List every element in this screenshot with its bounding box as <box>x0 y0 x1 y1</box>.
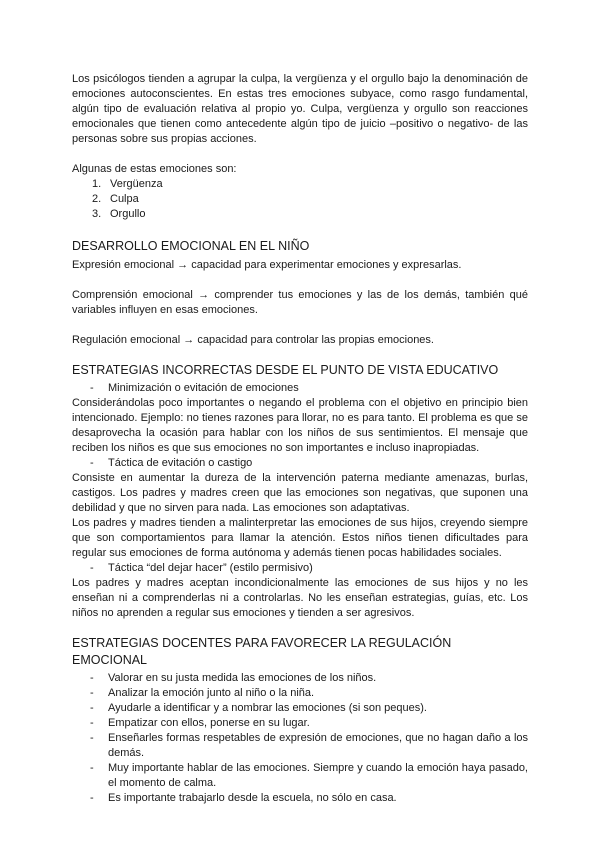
section-heading-docentes: ESTRATEGIAS DOCENTES PARA FAVORECER LA REGULACIÓN EMOCIONAL <box>72 636 452 667</box>
spacer <box>72 273 528 288</box>
dash-bullet: - <box>90 792 94 804</box>
list-item-text: Orgullo <box>110 208 146 220</box>
list-item <box>72 192 528 207</box>
dash-bullet: - <box>90 457 94 469</box>
intro-paragraph: Los psicólogos tienden a agrupar la culpa, la vergüenza y el orgullo bajo la denominación de emociones autoconscientes. En estas tres emociones subyace, como rasgo fundamental, algún tipo de evaluación relativa al propio yo. Culpa, vergüenza y orgullo son reacciones emocionales que tienen como antecedente algún tipo de juicio –positivo o negativo- de las personas sobre sus propias acciones. <box>72 73 528 145</box>
list-item <box>72 177 528 192</box>
list-item <box>72 791 528 806</box>
dash-bullet: - <box>90 732 94 744</box>
list-item-text: Culpa <box>110 193 139 205</box>
expresion-emocional: Expresión emocional → capacidad para experimentar emociones y expresarlas. <box>72 259 462 271</box>
list-number: 2. <box>92 193 102 205</box>
dash-bullet: - <box>90 672 94 684</box>
list-item <box>72 731 528 761</box>
docentes-list <box>72 671 528 806</box>
list-number: 3. <box>92 208 102 220</box>
dash-bullet: - <box>90 762 94 774</box>
list-item <box>72 701 528 716</box>
list-number: 1. <box>92 178 102 190</box>
list-item-text: Analizar la emoción junto al niño o la niña. <box>108 687 315 699</box>
list-item-text: Es importante trabajarlo desde la escuela, no sólo en casa. <box>108 792 397 804</box>
section-heading-desarrollo: DESARROLLO EMOCIONAL EN EL NIÑO <box>72 239 310 253</box>
strategy-paragraph: Los padres y madres tienden a malinterpretar las emociones de sus hijos, creyendo siempre que son comportamientos para llamar la atención. Estos niños tienen dificultades para regular sus emociones de forma autónoma y además tienen pocas habilidades sociales. <box>72 517 528 559</box>
dash-bullet: - <box>90 562 94 574</box>
regulacion-emocional: Regulación emocional → capacidad para controlar las propias emociones. <box>72 334 434 346</box>
strategy-paragraph: Consiste en aumentar la dureza de la intervención paterna mediante amenazas, burlas, castigos. Los padres y madres creen que las emociones son negativas, que suponen una debilidad y que no sirven para nada. Las emociones son adaptativas. <box>72 472 528 514</box>
emotions-list <box>72 177 528 222</box>
list-item-text: Muy importante hablar de las emociones. Siempre y cuando la emoción haya pasado, el momento de calma. <box>108 762 528 789</box>
list-item <box>72 686 528 701</box>
list-item <box>72 761 528 791</box>
strategy-title-text: Táctica “del dejar hacer” (estilo permisivo) <box>108 562 313 574</box>
list-item-text: Ayudarle a identificar y a nombrar las emociones (si son peques). <box>108 702 427 714</box>
list-item-text: Enseñarles formas respetables de expresión de emociones, que no hagan daño a los demás. <box>108 732 528 759</box>
dash-bullet: - <box>90 717 94 729</box>
comprension-emocional: Comprensión emocional → comprender tus emociones y las de los demás, también qué variables influyen en esas emociones. <box>72 289 528 316</box>
strategy-title <box>72 561 528 576</box>
strategy-title-text: Táctica de evitación o castigo <box>108 457 253 469</box>
section-heading-incorrectas: ESTRATEGIAS INCORRECTAS DESDE EL PUNTO DE VISTA EDUCATIVO <box>72 363 499 377</box>
list-intro: Algunas de estas emociones son: <box>72 163 237 175</box>
document-page <box>72 72 528 806</box>
strategy-title <box>72 381 528 396</box>
list-item-text: Vergüenza <box>110 178 163 190</box>
spacer <box>72 348 528 362</box>
strategy-title <box>72 456 528 471</box>
strategy-paragraph: Considerándolas poco importantes o negando el problema con el objetivo en principio bien intencionado. Ejemplo: no tienes razones para llorar, no es para tanto. El problema es que se desaprovecha la ocasión para hablar con los niños de sus sentimientos. El mensaje que reciben los niños es que sus emociones no son importantes e incluso inapropiadas. <box>72 397 528 454</box>
list-item <box>72 207 528 222</box>
strategy-title-text: Minimización o evitación de emociones <box>108 382 299 394</box>
spacer <box>72 147 528 162</box>
list-item-text: Empatizar con ellos, ponerse en su lugar. <box>108 717 310 729</box>
list-item <box>72 671 528 686</box>
strategy-paragraph: Los padres y madres aceptan incondicionalmente las emociones de sus hijos y no les enseñan ni a comprenderlas ni a controlarlas. No les enseñan estrategias, guías, etc. Los niños no aprenden a regular sus emociones y tienden a ser agresivos. <box>72 577 528 619</box>
spacer <box>72 222 528 238</box>
dash-bullet: - <box>90 687 94 699</box>
spacer <box>72 621 528 635</box>
spacer <box>72 318 528 333</box>
list-item <box>72 716 528 731</box>
dash-bullet: - <box>90 382 94 394</box>
list-item-text: Valorar en su justa medida las emociones de los niños. <box>108 672 377 684</box>
dash-bullet: - <box>90 702 94 714</box>
